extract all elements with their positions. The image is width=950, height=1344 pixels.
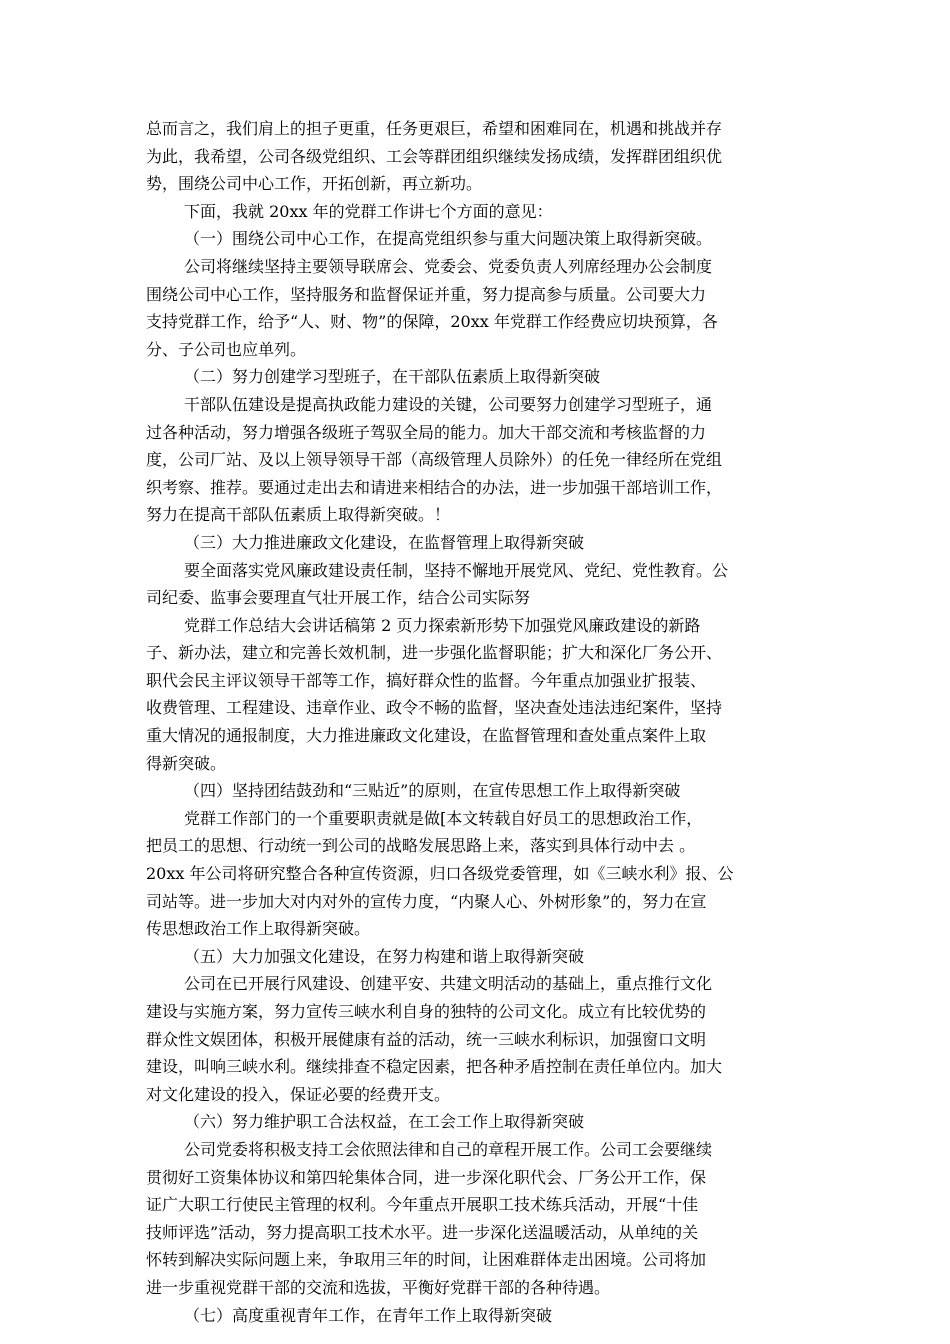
body-text-line: 得新突破。 <box>146 753 227 773</box>
body-text-line: 分、子公司也应单列。 <box>146 339 307 359</box>
body-text-line: 党群工作总结大会讲话稿第 2 页力探索新形势下加强党风廉政建设的新路 <box>184 615 701 635</box>
body-text-line: 努力在提高干部队伍素质上取得新突破。！ <box>146 505 451 525</box>
body-text-line: 建设与实施方案，努力宣传三峡水利自身的独特的公司文化。成立有比较优势的 <box>146 1002 707 1021</box>
body-text-line: 支持党群工作，给予“人、财、物”的保障，20xx 年党群工作经费应切块预算，各 <box>146 312 718 332</box>
body-text-line: 公司在已开展行风建设、创建平安、共建文明活动的基础上，重点推行文化 <box>184 974 713 994</box>
body-text-line: 干部队伍建设是提高执政能力建设的关键，公司要努力创建学习型班子，通 <box>184 394 713 414</box>
section-heading-line: （三）大力推进廉政文化建设，在监督管理上取得新突破 <box>184 532 585 552</box>
body-text-line: 要全面落实党风廉政建设责任制，坚持不懈地开展党风、党纪、党性教育。公 <box>184 560 729 580</box>
body-text-line: 织考察、推荐。要通过走出去和请进来相结合的办法，进一步加强干部培训工作， <box>146 477 723 497</box>
body-text-line: 建设，叫响三峡水利。继续排查不稳定因素，把各种矛盾控制在责任单位内。加大 <box>146 1057 723 1077</box>
body-text-line: 20xx 年公司将研究整合各种宣传资源，归口各级党委管理，如《三峡水利》报、公 <box>146 864 734 884</box>
body-text-line: 传思想政治工作上取得新突破。 <box>146 919 371 939</box>
body-text-line: 总而言之，我们肩上的担子更重，任务更艰巨，希望和困难同在，机遇和挑战并存 <box>146 119 723 138</box>
body-text-line: 度，公司厂站、及以上领导领导干部（高级管理人员除外）的任免一律经所在党组 <box>146 450 723 470</box>
body-text-line: 公司将继续坚持主要领导联席会、党委会、党委负责人列席经理办公会制度 <box>184 256 713 276</box>
body-text-line: 群众性文娱团体，积极开展健康有益的活动，统一三峡水利标识，加强窗口文明 <box>146 1029 707 1049</box>
body-text-line: 职代会民主评议领导干部等工作，搞好群众性的监督。今年重点加强业扩报装、 <box>146 670 707 690</box>
body-text-line: 重大情况的通报制度，大力推进廉政文化建设，在监督管理和查处重点案件上取 <box>146 726 707 746</box>
section-heading-line: （五）大力加强文化建设，在努力构建和谐上取得新突破 <box>184 946 585 966</box>
body-text-line: 围绕公司中心工作，坚持服务和监督保证并重，努力提高参与质量。公司要大力 <box>146 284 707 304</box>
body-text-line: 进一步重视党群干部的交流和选拔，平衡好党群干部的各种待遇。 <box>146 1277 611 1297</box>
body-text-line: 过各种活动，努力增强各级班子驾驭全局的能力。加大干部交流和考核监督的力 <box>146 422 707 442</box>
section-heading-line: （二）努力创建学习型班子，在干部队伍素质上取得新突破 <box>184 367 601 387</box>
body-text-line: 技师评选”活动，努力提高职工技术水平。进一步深化送温暖活动，从单纯的关 <box>146 1222 699 1242</box>
body-text-line: 公司党委将积极支持工会依照法律和自己的章程开展工作。公司工会要继续 <box>184 1139 713 1159</box>
body-text-line: 下面，我就 20xx 年的党群工作讲七个方面的意见： <box>184 201 553 221</box>
body-text-line: 把员工的思想、行动统一到公司的战略发展思路上来，落实到具体行动中去 。 <box>146 836 696 856</box>
body-text-line: 司纪委、监事会要理直气壮开展工作，结合公司实际努 <box>146 588 531 608</box>
section-heading-line: （六）努力维护职工合法权益，在工会工作上取得新突破 <box>184 1112 585 1132</box>
section-heading-line: （七）高度重视青年工作，在青年工作上取得新突破 <box>184 1305 553 1325</box>
body-text-line: 势，围绕公司中心工作，开拓创新，再立新功。 <box>146 174 483 194</box>
section-heading-line: （一）围绕公司中心工作，在提高党组织参与重大问题决策上取得新突破。 <box>184 229 713 249</box>
body-text-line: 子、新办法，建立和完善长效机制，进一步强化监督职能；扩大和深化厂务公开、 <box>146 643 723 663</box>
section-heading-line: （四）坚持团结鼓劲和“三贴近”的原则，在宣传思想工作上取得新突破 <box>184 781 681 801</box>
body-text-line: 党群工作部门的一个重要职责就是做[本文转载自好员工的思想政治工作， <box>184 808 703 828</box>
body-text-line: 收费管理、工程建设、违章作业、政令不畅的监督，坚决查处违法违纪案件，坚持 <box>146 698 723 718</box>
body-text-line: 证广大职工行使民主管理的权利。今年重点开展职工技术练兵活动，开展“十佳 <box>146 1195 699 1215</box>
body-text-line: 为此，我希望，公司各级党组织、工会等群团组织继续发扬成绩，发挥群团组织优 <box>146 146 723 166</box>
document-page <box>146 115 810 1329</box>
body-text-line: 司站等。进一步加大对内对外的宣传力度，“内聚人心、外树形象”的，努力在宣 <box>146 891 707 911</box>
body-text-line: 怀转到解决实际问题上来，争取用三年的时间，让困难群体走出困境。公司将加 <box>146 1250 707 1270</box>
body-text-line: 对文化建设的投入，保证必要的经费开支。 <box>146 1084 451 1104</box>
body-text-line: 贯彻好工资集体协议和第四轮集体合同，进一步深化职代会、厂务公开工作，保 <box>146 1167 707 1187</box>
